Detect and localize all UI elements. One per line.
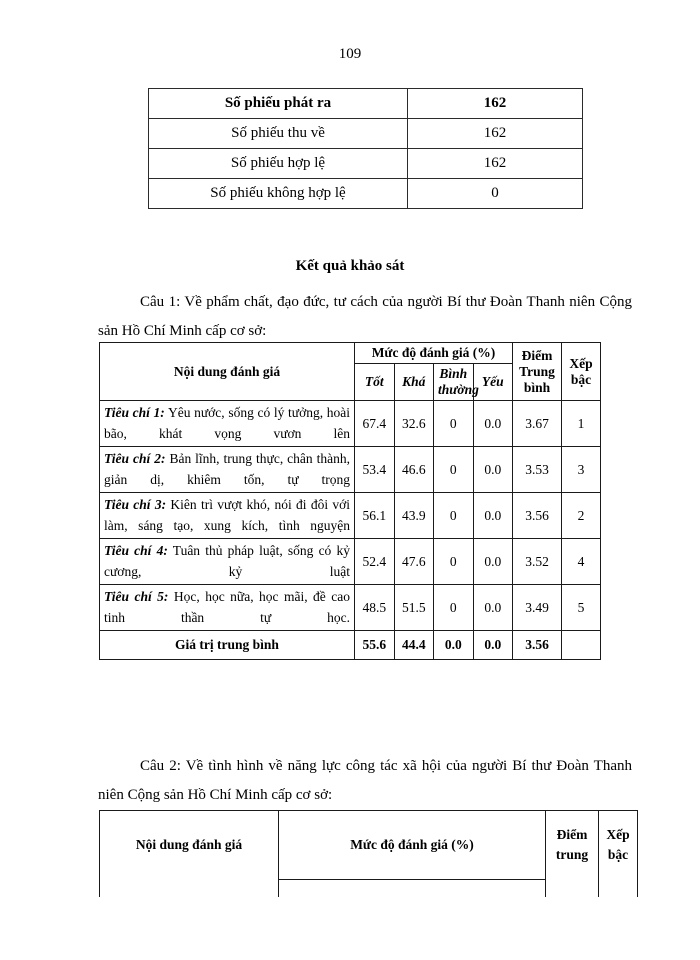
value-kha: 47.6 (394, 539, 434, 585)
ballot-value: 162 (408, 119, 583, 149)
header-content-2: Nội dung đánh giá (100, 811, 279, 880)
header-diem-line2: Trung (519, 363, 555, 379)
criteria-lead: Tiêu chí 5: (104, 589, 169, 605)
header-binh-line1: Bình (439, 366, 468, 381)
header-diem-trung-2 (546, 811, 599, 880)
value-yeu: 0.0 (473, 585, 513, 631)
truncated-cell-xep (599, 879, 638, 897)
value-xep-bac: 2 (562, 493, 601, 539)
value-xep-bac: 4 (562, 539, 601, 585)
value-binh-thuong: 0 (434, 401, 474, 447)
ballot-value: 162 (408, 149, 583, 179)
table-row (149, 89, 583, 119)
ballot-label: Số phiếu thu về (149, 119, 408, 149)
ballot-label: Số phiếu phát ra (149, 89, 408, 119)
ballot-summary-table (148, 88, 583, 209)
question-2-label: Câu 2: (140, 758, 181, 774)
criteria-lead: Tiêu chí 4: (104, 543, 168, 559)
header-tot: Tốt (355, 364, 395, 401)
table-row (100, 585, 601, 631)
truncated-cell-content (100, 879, 279, 897)
header-xep-bac-2 (599, 811, 638, 880)
value-diem-trung-binh: 3.52 (513, 539, 562, 585)
question-2-text: Về tình hình về năng lực công tác xã hội của người Bí thư Đoàn Thanh niên Cộng sản Hồ Chí Minh cấp cơ sở: (98, 758, 632, 804)
page-number: 109 (338, 46, 362, 62)
value-xep-bac: 1 (562, 401, 601, 447)
value-binh-thuong: 0 (434, 493, 474, 539)
header-diem2-line1: Điểm (556, 826, 588, 842)
criteria-content (100, 539, 355, 585)
section-heading: Kết quả khảo sát (295, 258, 405, 274)
value-binh-thuong: 0 (434, 585, 474, 631)
table-row-average (100, 631, 601, 660)
criteria-lead: Tiêu chí 3: (104, 497, 167, 513)
criteria-lead: Tiêu chí 2: (104, 451, 166, 467)
value-tot: 56.1 (355, 493, 395, 539)
value-tot: 48.5 (355, 585, 395, 631)
header-xep-line1: Xếp (569, 355, 593, 371)
value-diem-trung-binh: 3.56 (513, 493, 562, 539)
value-yeu: 0.0 (473, 539, 513, 585)
criteria-evaluation-table-2 (99, 810, 638, 897)
ballot-label: Số phiếu hợp lệ (149, 149, 408, 179)
header-xep2-line2: bậc (607, 847, 629, 862)
header-binh-line2: thường (438, 382, 479, 397)
value-diem-trung-binh: 3.49 (513, 585, 562, 631)
value-kha: 51.5 (394, 585, 434, 631)
header-xep2-line1: Xếp (606, 826, 630, 842)
header-diem-line1: Điểm (521, 347, 553, 363)
table-row (149, 149, 583, 179)
header-level-group-2: Mức độ đánh giá (%) (279, 811, 546, 880)
header-diem-line3: bình (523, 379, 551, 395)
criteria-text: Yêu nước, sống có lý tưởng, hoài bão, khát vọng vươn lên (104, 405, 350, 441)
criteria-text: Kiên trì vượt khó, nói đi đôi với làm, sáng tạo, xung kích, tình nguyện (104, 497, 351, 533)
table-row (100, 539, 601, 585)
header-level-group: Mức độ đánh giá (%) (355, 343, 513, 364)
question-1-text: Về phẩm chất, đạo đức, tư cách của người Bí thư Đoàn Thanh niên Cộng sản Hồ Chí Minh cấp cơ sở: (98, 294, 632, 340)
value-xep-bac: 3 (562, 447, 601, 493)
question-2-paragraph (98, 752, 632, 811)
value-tot: 67.4 (355, 401, 395, 447)
value-diem-trung-binh: 3.53 (513, 447, 562, 493)
value-tot: 53.4 (355, 447, 395, 493)
header-xep-line2: bậc (570, 371, 592, 387)
criteria-content (100, 585, 355, 631)
question-1-label: Câu 1: (140, 294, 181, 310)
criteria-content (100, 493, 355, 539)
truncated-cell-diem (546, 879, 599, 897)
criteria-lead: Tiêu chí 1: (104, 405, 165, 420)
average-yeu: 0.0 (473, 631, 513, 660)
table-header-row (100, 343, 601, 364)
header-yeu: Yếu (473, 364, 513, 401)
criteria-content (100, 401, 355, 447)
criteria-content (100, 447, 355, 493)
value-binh-thuong: 0 (434, 447, 474, 493)
truncated-cell-level (279, 879, 546, 897)
value-yeu: 0.0 (473, 401, 513, 447)
table-header-row (100, 811, 638, 880)
value-binh-thuong: 0 (434, 539, 474, 585)
criteria-text: Tuân thủ pháp luật, sống có kỷ cương, kỷ luật (104, 543, 350, 579)
value-yeu: 0.0 (473, 447, 513, 493)
average-xep-bac (562, 631, 601, 660)
criteria-text: Học, học nữa, học mãi, đề cao tinh thần tự học. (104, 589, 350, 625)
header-diem2-line2: trung (555, 847, 589, 862)
question-1-paragraph (98, 288, 632, 347)
table-row (149, 179, 583, 209)
average-diem-trung-binh: 3.56 (513, 631, 562, 660)
table-row (100, 401, 601, 447)
header-xep-bac (562, 343, 601, 401)
value-kha: 43.9 (394, 493, 434, 539)
value-xep-bac: 5 (562, 585, 601, 631)
value-yeu: 0.0 (473, 493, 513, 539)
average-label: Giá trị trung bình (100, 631, 355, 660)
table-row (100, 447, 601, 493)
table-row-truncated (100, 879, 638, 897)
criteria-text: Bản lĩnh, trung thực, chân thành, giản dị, khiêm tốn, tự trọng (104, 451, 351, 487)
header-diem-trung-binh (513, 343, 562, 401)
average-binh-thuong: 0.0 (434, 631, 474, 660)
value-kha: 46.6 (394, 447, 434, 493)
header-binh-thuong (434, 364, 479, 401)
value-tot: 52.4 (355, 539, 395, 585)
table-row (100, 493, 601, 539)
header-content: Nội dung đánh giá (100, 343, 355, 401)
ballot-value: 162 (408, 89, 583, 119)
header-kha: Khá (394, 364, 434, 401)
table-row (149, 119, 583, 149)
value-diem-trung-binh: 3.67 (513, 401, 562, 447)
value-kha: 32.6 (394, 401, 434, 447)
average-kha: 44.4 (394, 631, 434, 660)
average-tot: 55.6 (355, 631, 395, 660)
ballot-label: Số phiếu không hợp lệ (149, 179, 408, 209)
ballot-value: 0 (408, 179, 583, 209)
criteria-evaluation-table (99, 342, 601, 660)
